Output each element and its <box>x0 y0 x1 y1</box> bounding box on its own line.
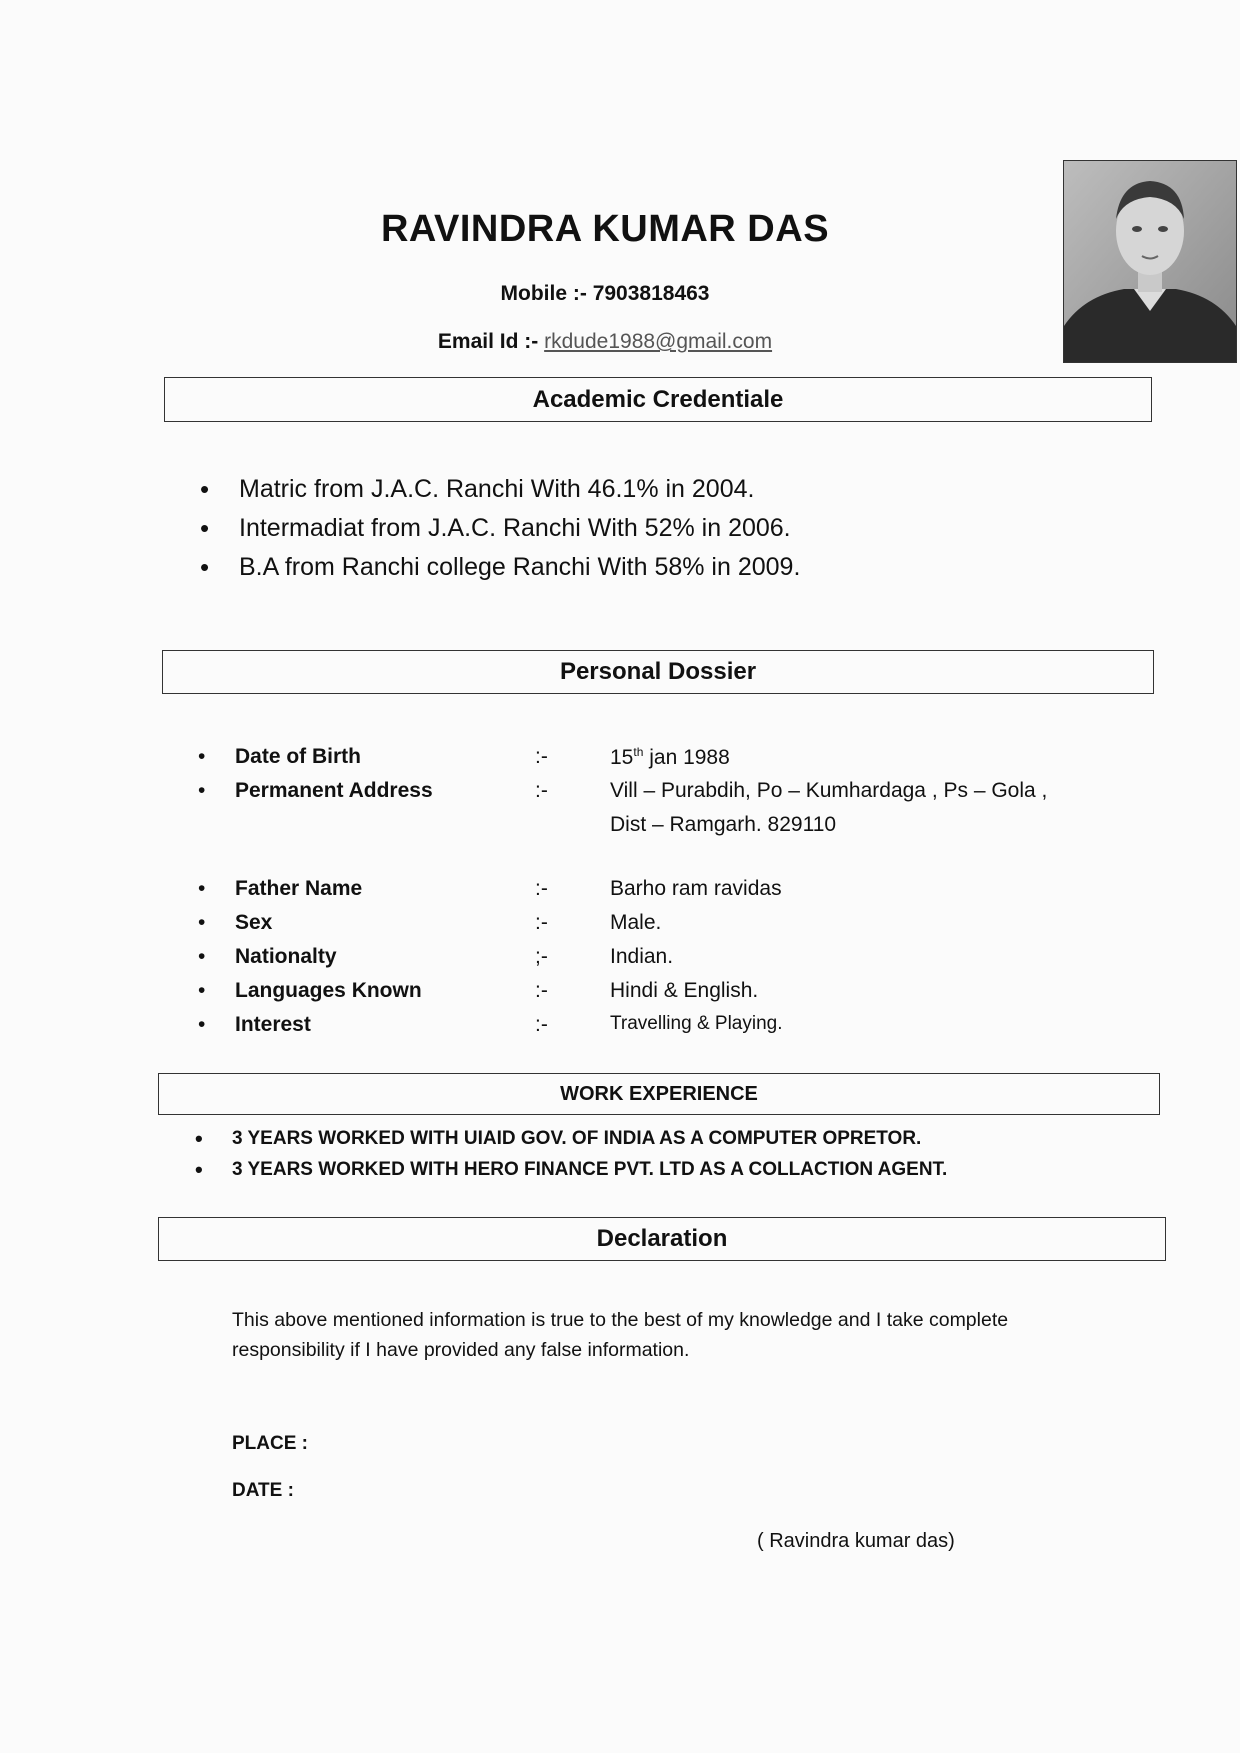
separator: :- <box>535 979 548 1002</box>
languages-label: Languages Known <box>235 979 422 1002</box>
list-item: • 3 YEARS WORKED WITH UIAID GOV. OF INDIA AS A COMPUTER OPRETOR. <box>195 1123 947 1154</box>
dob-value <box>610 745 730 770</box>
sex-label: Sex <box>235 911 273 934</box>
mobile-number: 7903818463 <box>592 282 710 305</box>
work-list <box>195 1123 947 1185</box>
bullet-icon: • <box>198 979 206 1002</box>
dob-label: Date of Birth <box>235 745 361 768</box>
interest-value: Travelling & Playing. <box>610 1013 783 1034</box>
academic-list <box>200 470 800 587</box>
section-work-title: WORK EXPERIENCE <box>560 1082 758 1105</box>
section-academic <box>164 377 1152 422</box>
dob-rest: jan 1988 <box>649 746 730 769</box>
mobile-label: Mobile :- <box>500 282 587 305</box>
list-item: • Intermadiat from J.A.C. Ranchi With 52% in 2006. <box>200 509 800 548</box>
place-label: PLACE : <box>232 1433 308 1454</box>
list-item: • 3 YEARS WORKED WITH HERO FINANCE PVT. LTD AS A COLLACTION AGENT. <box>195 1154 947 1185</box>
bullet-icon: • <box>198 1013 206 1036</box>
dob-day: 15 <box>610 746 634 769</box>
separator: :- <box>535 911 548 934</box>
date-label: DATE : <box>232 1480 294 1501</box>
section-declaration <box>158 1217 1166 1261</box>
list-item: • Matric from J.A.C. Ranchi With 46.1% in 2004. <box>200 470 800 509</box>
address-line-1: Vill – Purabdih, Po – Kumhardaga , Ps – Gola , <box>610 779 1048 802</box>
separator: :- <box>535 779 548 802</box>
separator: ;- <box>535 945 548 968</box>
section-personal <box>162 650 1154 694</box>
dob-suffix: th <box>633 745 644 759</box>
profile-photo <box>1063 160 1237 363</box>
bullet-icon: • <box>198 911 206 934</box>
bullet-icon: • <box>198 779 206 802</box>
nationality-label: Nationalty <box>235 945 337 968</box>
signature: ( Ravindra kumar das) <box>757 1530 955 1552</box>
bullet-icon: • <box>198 745 206 768</box>
list-item: • B.A from Ranchi college Ranchi With 58% in 2009. <box>200 548 800 587</box>
languages-value: Hindi & English. <box>610 979 759 1002</box>
mobile-line <box>300 282 910 306</box>
father-label: Father Name <box>235 877 363 900</box>
address-label: Permanent Address <box>235 779 433 802</box>
person-photo-icon <box>1064 161 1236 362</box>
separator: :- <box>535 1013 548 1036</box>
address-line-2: Dist – Ramgarh. 829110 <box>610 813 837 836</box>
declaration-text: This above mentioned information is true to the best of my knowledge and I take complete responsibility if I have provided any false information. <box>232 1309 1009 1361</box>
section-academic-title: Academic Credentiale <box>532 385 784 413</box>
interest-label: Interest <box>235 1013 311 1036</box>
candidate-name: RAVINDRA KUMAR DAS <box>380 208 830 250</box>
email-label: Email Id :- <box>437 330 539 353</box>
bullet-icon: • <box>198 945 206 968</box>
separator: :- <box>535 877 548 900</box>
sex-value: Male. <box>610 911 662 934</box>
email-line <box>300 330 910 354</box>
bullet-icon: • <box>198 877 206 900</box>
section-personal-title: Personal Dossier <box>559 658 757 685</box>
email-link[interactable]: rkdude1988@gmail.com <box>544 330 773 353</box>
section-work <box>158 1073 1160 1115</box>
nationality-value: Indian. <box>610 945 674 968</box>
section-declaration-title: Declaration <box>596 1225 728 1252</box>
father-value: Barho ram ravidas <box>610 877 782 900</box>
separator: :- <box>535 745 548 768</box>
